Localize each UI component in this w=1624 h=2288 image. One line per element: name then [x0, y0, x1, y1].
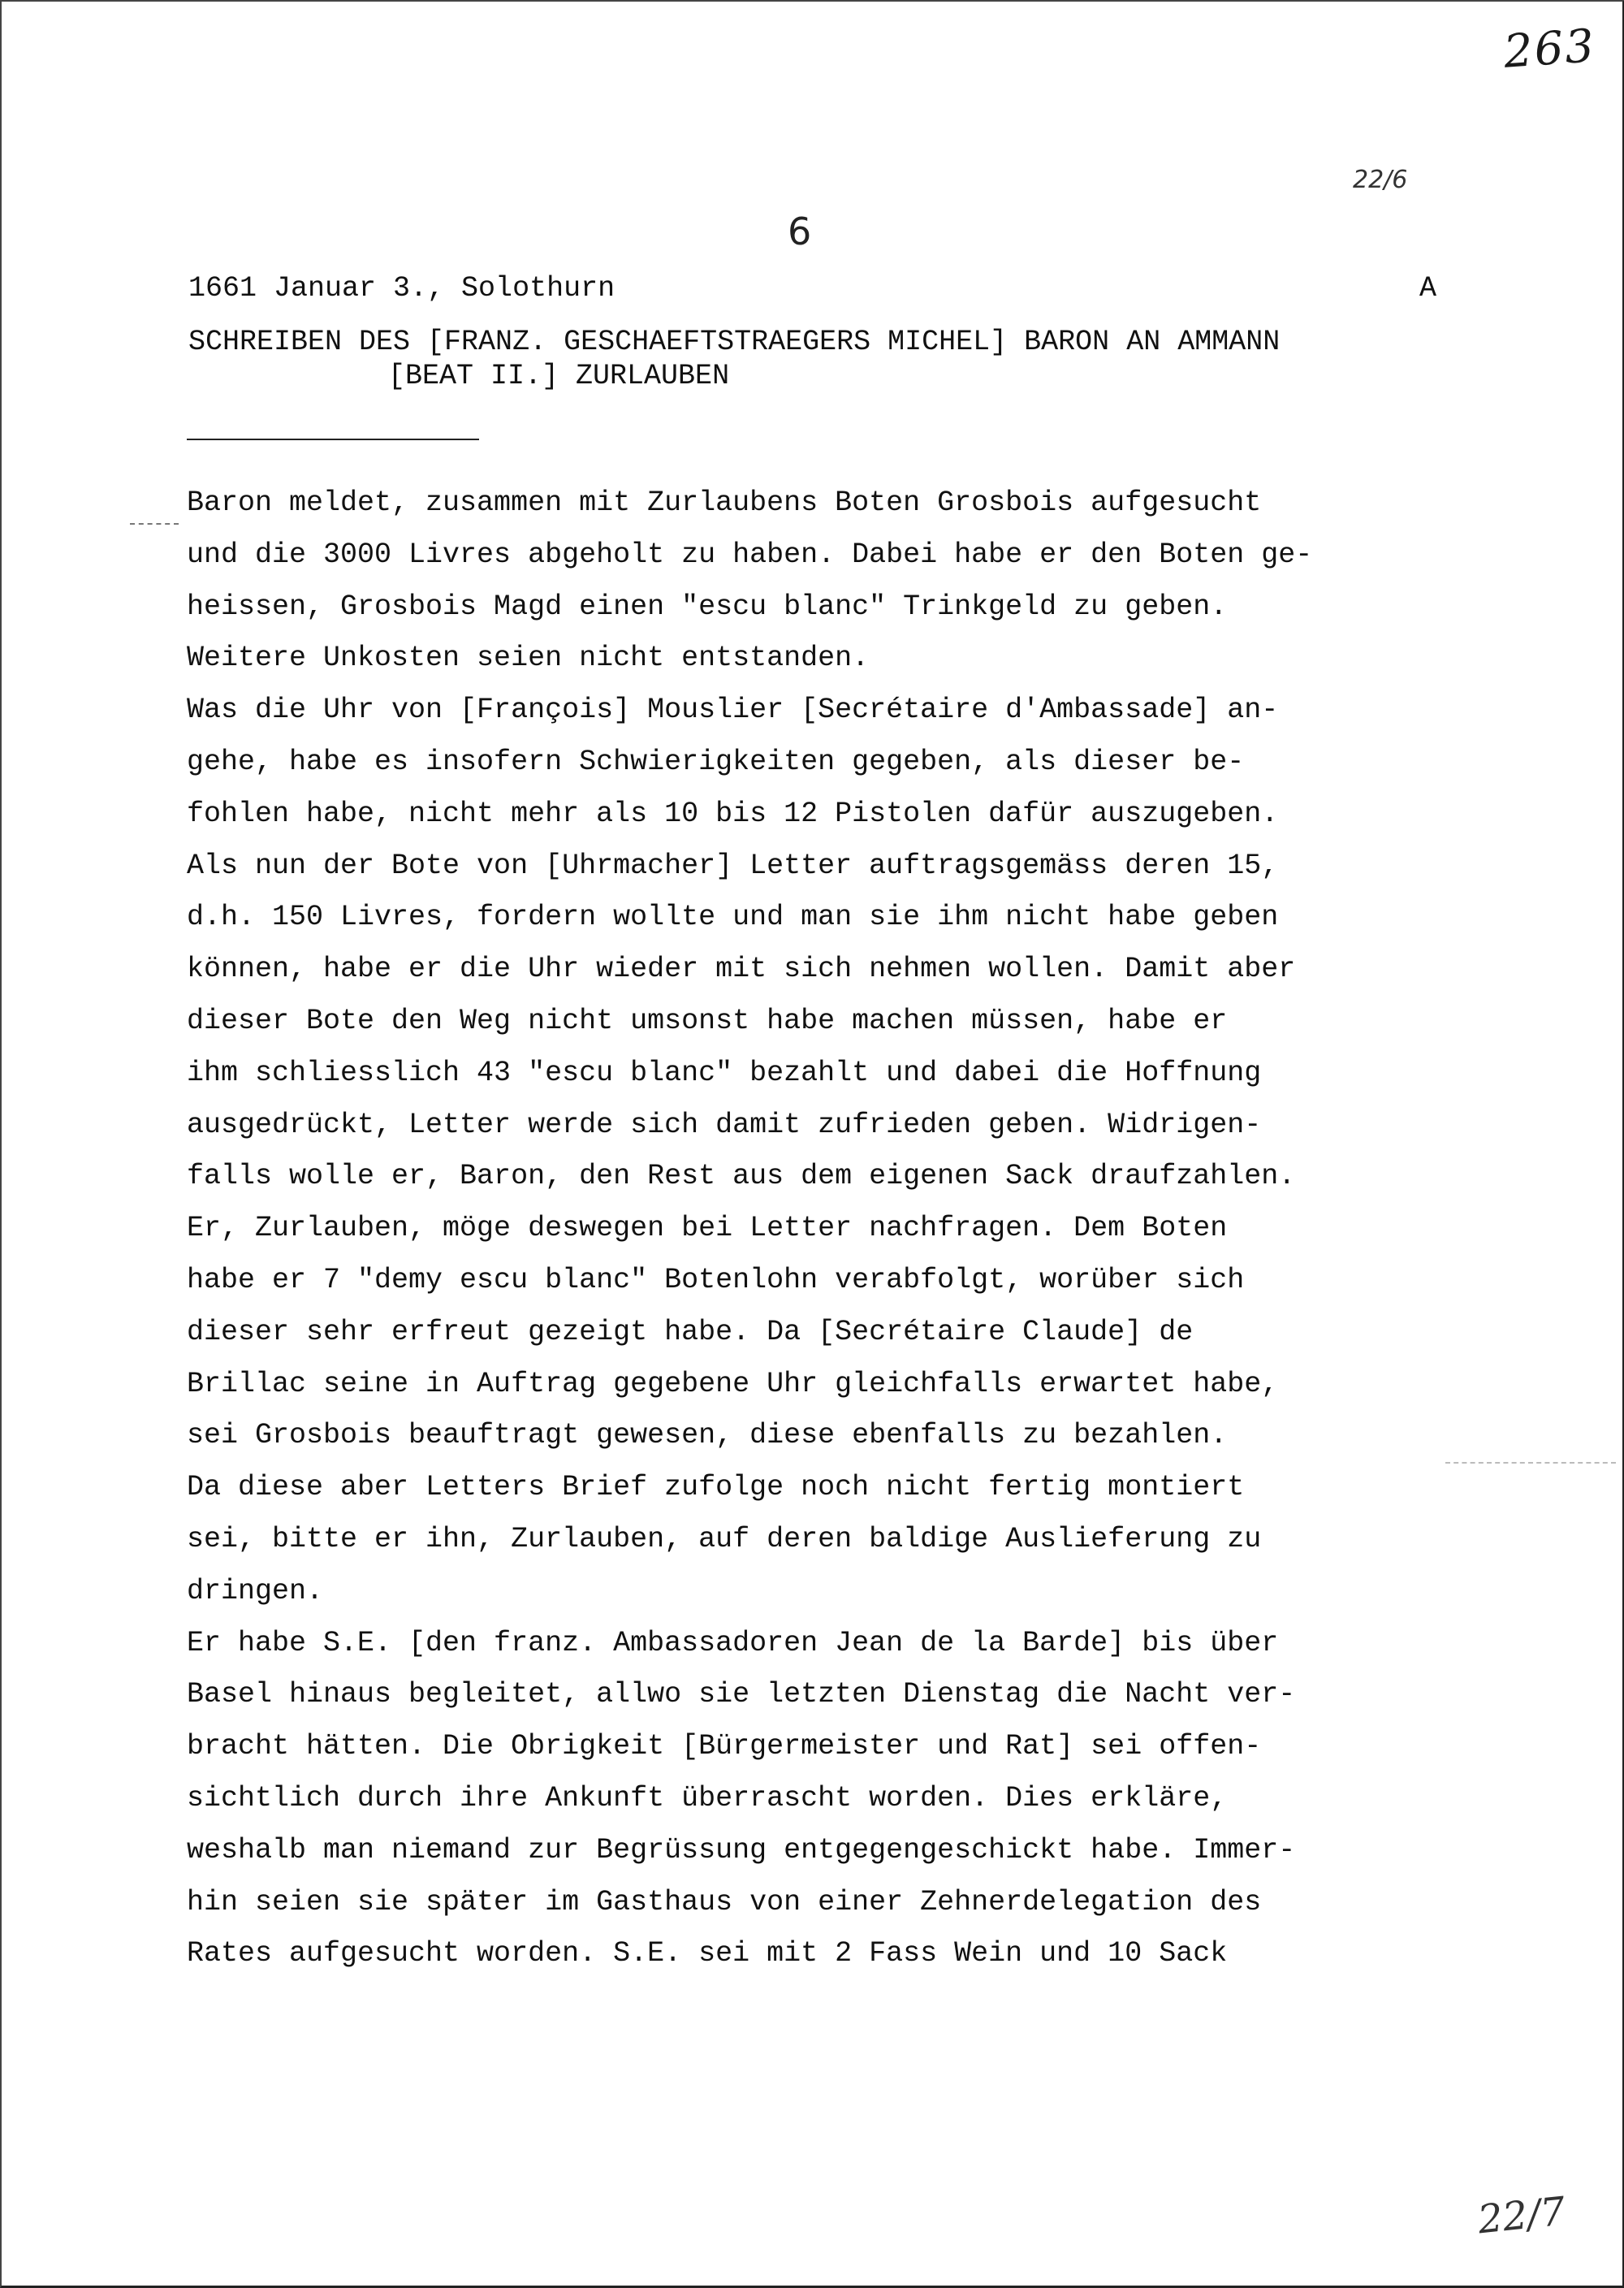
- body-line: Baron meldet, zusammen mit Zurlaubens Boten Grosbois aufgesucht: [187, 487, 1262, 519]
- body-line: Er, Zurlauben, möge deswegen bei Letter nachfragen. Dem Boten: [187, 1212, 1228, 1245]
- body-line: Als nun der Bote von [Uhrmacher] Letter auftragsgemäss deren 15,: [187, 849, 1279, 882]
- heading-line-2: [BEAT II.] ZURLAUBEN: [388, 360, 730, 392]
- reference-stamp: 22/6: [1353, 166, 1408, 194]
- body-text: [187, 478, 1551, 1980]
- document-heading: [188, 325, 1569, 393]
- body-line: d.h. 150 Livres, fordern wollte und man sie ihm nicht habe geben: [187, 901, 1279, 934]
- margin-dash-mark: [130, 523, 179, 525]
- body-line: und die 3000 Livres abgeholt zu haben. Dabei habe er den Boten ge-: [187, 538, 1313, 571]
- dateline: 1661 Januar 3., Solothurn: [188, 272, 615, 305]
- body-line: heissen, Grosbois Magd einen "escu blanc" Trinkgeld zu geben.: [187, 590, 1228, 623]
- separator-rule: [187, 439, 479, 440]
- document-classification: A: [1419, 272, 1437, 305]
- body-line: Er habe S.E. [den franz. Ambassadoren Jean de la Barde] bis über: [187, 1626, 1279, 1659]
- handwritten-folio-number: 263: [1501, 19, 1598, 79]
- body-line: können, habe er die Uhr wieder mit sich nehmen wollen. Damit aber: [187, 953, 1296, 986]
- body-line: Weitere Unkosten seien nicht entstanden.: [187, 642, 870, 675]
- body-line: fohlen habe, nicht mehr als 10 bis 12 Pistolen dafür auszugeben.: [187, 797, 1279, 830]
- body-line: weshalb man niemand zur Begrüssung entgegengeschickt habe. Immer-: [187, 1833, 1296, 1866]
- body-line: habe er 7 "demy escu blanc" Botenlohn verabfolgt, worüber sich: [187, 1263, 1245, 1296]
- heading-line-1: SCHREIBEN DES [FRANZ. GESCHAEFTSTRAEGERS MICHEL] BARON AN AMMANN: [188, 326, 1281, 358]
- body-line: gehe, habe es insofern Schwierigkeiten gegeben, als dieser be-: [187, 745, 1245, 778]
- body-line: dieser sehr erfreut gezeigt habe. Da [Secrétaire Claude] de: [187, 1315, 1194, 1348]
- body-line: Was die Uhr von [François] Mouslier [Secrétaire d'Ambassade] an-: [187, 694, 1279, 727]
- body-line: sichtlich durch ihre Ankunft überrascht worden. Dies erkläre,: [187, 1781, 1228, 1814]
- body-line: Da diese aber Letters Brief zufolge noch nicht fertig montiert: [187, 1471, 1245, 1504]
- body-line: sei Grosbois beauftragt gewesen, diese ebenfalls zu bezahlen.: [187, 1419, 1228, 1452]
- body-line: Rates aufgesucht worden. S.E. sei mit 2 Fass Wein und 10 Sack: [187, 1937, 1228, 1970]
- body-line: Brillac seine in Auftrag gegebene Uhr gleichfalls erwartet habe,: [187, 1367, 1279, 1400]
- body-line: ihm schliesslich 43 "escu blanc" bezahlt und dabei die Hoffnung: [187, 1056, 1262, 1089]
- body-line: falls wolle er, Baron, den Rest aus dem eigenen Sack draufzahlen.: [187, 1160, 1296, 1193]
- body-line: dringen.: [187, 1574, 324, 1607]
- document-number: 6: [788, 210, 812, 253]
- body-line: sei, bitte er ihn, Zurlauben, auf deren baldige Auslieferung zu: [187, 1522, 1262, 1555]
- body-line: Basel hinaus begleitet, allwo sie letzten Dienstag die Nacht ver-: [187, 1678, 1296, 1711]
- body-line: dieser Bote den Weg nicht umsonst habe machen müssen, habe er: [187, 1004, 1228, 1037]
- body-line: bracht hätten. Die Obrigkeit [Bürgermeister und Rat] sei offen-: [187, 1730, 1262, 1763]
- handwritten-footer-number: 22/7: [1475, 2188, 1568, 2243]
- body-line: hin seien sie später im Gasthaus von einer Zehnerdelegation des: [187, 1885, 1262, 1918]
- body-line: ausgedrückt, Letter werde sich damit zufrieden geben. Widrigen-: [187, 1108, 1262, 1141]
